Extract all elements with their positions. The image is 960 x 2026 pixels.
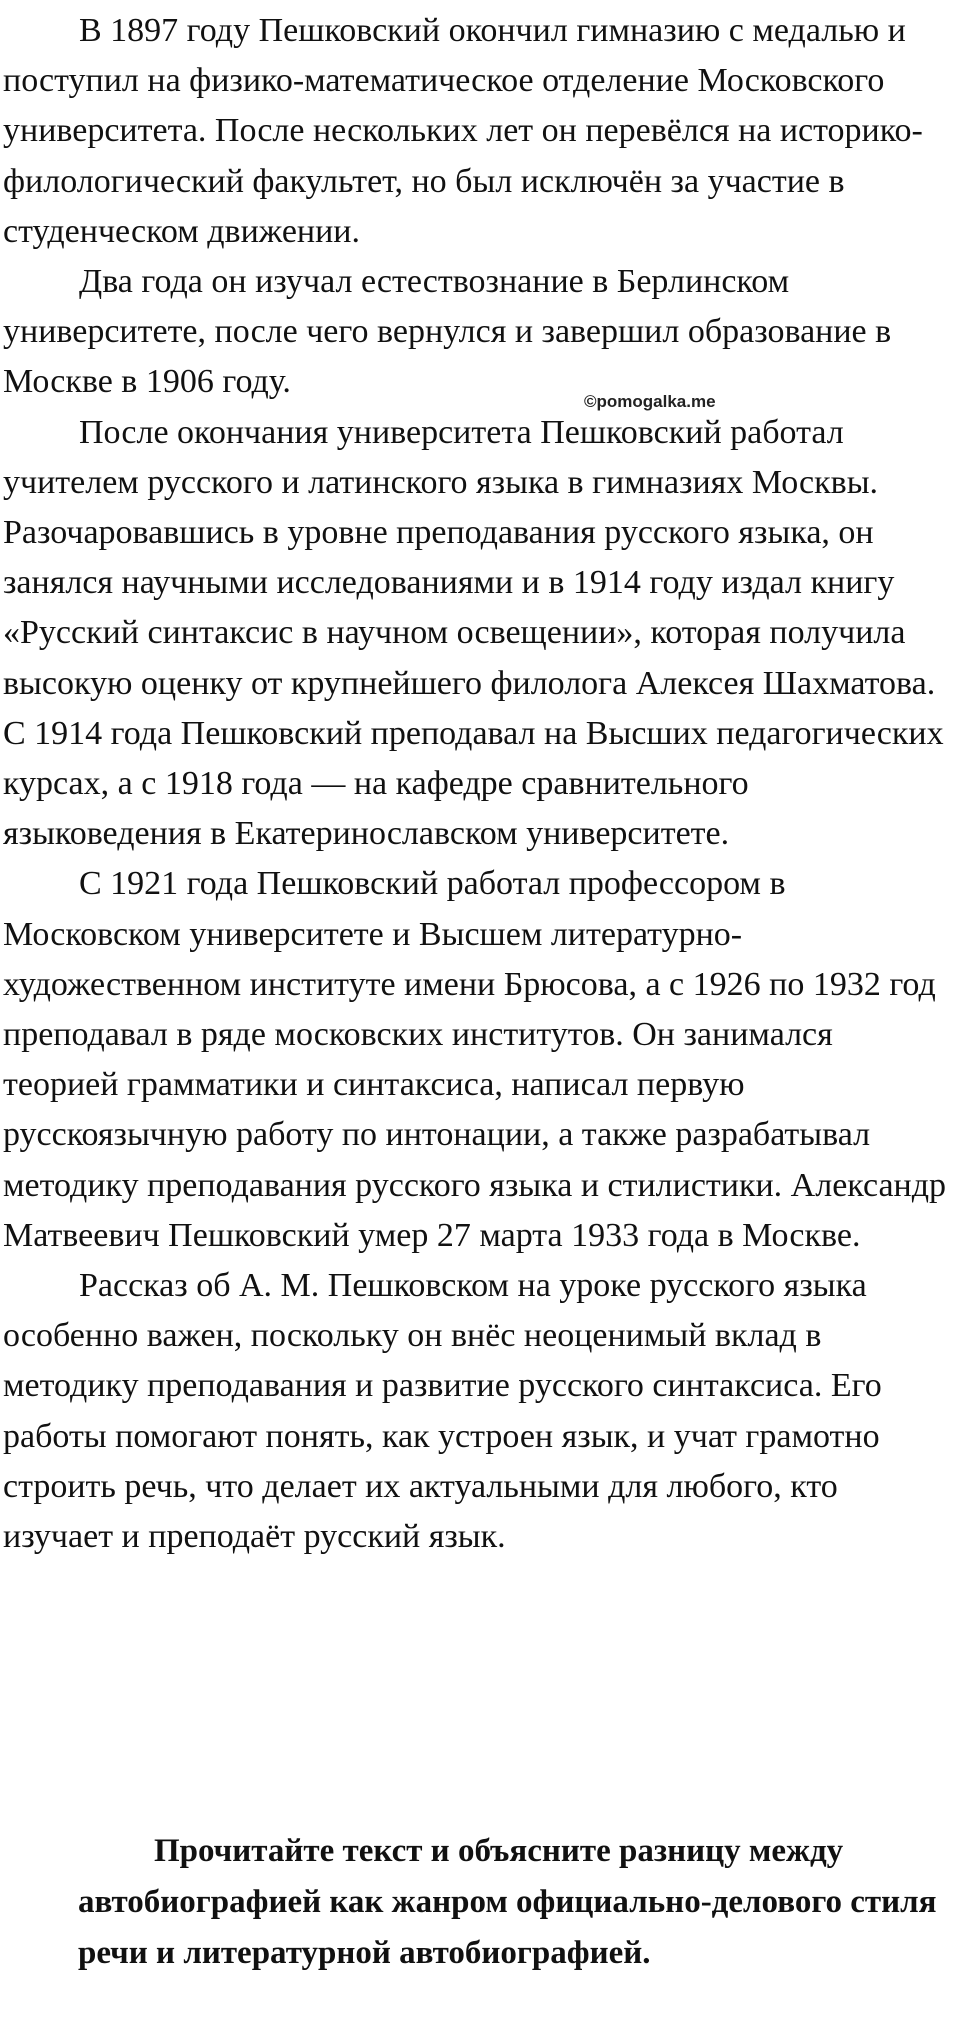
paragraph-5: Рассказ об А. М. Пешковском на уроке русского языка особенно важен, поскольку он внёс неоценимый вклад в методику преподавания и развитие русского синтаксиса. Его работы помогают понять, как устроен язык, и учат грамотно строить речь, что делает их актуальными для любого, кто изучает и преподаёт русский язык.	[3, 1267, 882, 1556]
paragraph-4: С 1921 года Пешковский работал профессором в Московском университете и Высшем литературно-художественном институте имени Брюсова, а с 1926 по 1932 год преподавал в ряде московских институтов. Он занимался теорией грамматики и синтаксиса, написал первую русскоязычную работу по интонации, а также разрабатывал методику преподавания русского языка и стилистики. Александр Матвеевич Пешковский умер 27 марта 1933 года в Москве.	[3, 865, 947, 1254]
paragraph-3: После окончания университета Пешковский работал учителем русского и латинского языка в гимназиях Москвы. Разочаровавшись в уровне преподавания русского языка, он занялся научными исследованиями и в 1914 году издал книгу «Русский синтаксис в научном освещении», которая получила высокую оценку от крупнейшего филолога Алексея Шахматова. С 1914 года Пешковский преподавал на Высших педагогических курсах, а с 1918 года — на кафедре сравнительного языковедения в Екатеринославском университете.	[3, 413, 944, 853]
text-body	[3, 6, 953, 1562]
watermark: ©pomogalka.me	[584, 392, 716, 411]
paragraph-2: Два года он изучал естествознание в Берлинском университете, после чего вернулся и завершил образование в Москве в 1906 году.	[3, 263, 892, 401]
task-instruction: Прочитайте текст и объясните разницу между автобиографией как жанром официально-делового стиля речи и литературной автобиографией.	[78, 1833, 937, 1971]
paragraph-1: В 1897 году Пешковский окончил гимназию с медалью и поступил на физико-математическое отделение Московского университета. После нескольких лет он перевёлся на историко-филологический факультет, но был исключён за участие в студенческом движении.	[3, 12, 923, 250]
